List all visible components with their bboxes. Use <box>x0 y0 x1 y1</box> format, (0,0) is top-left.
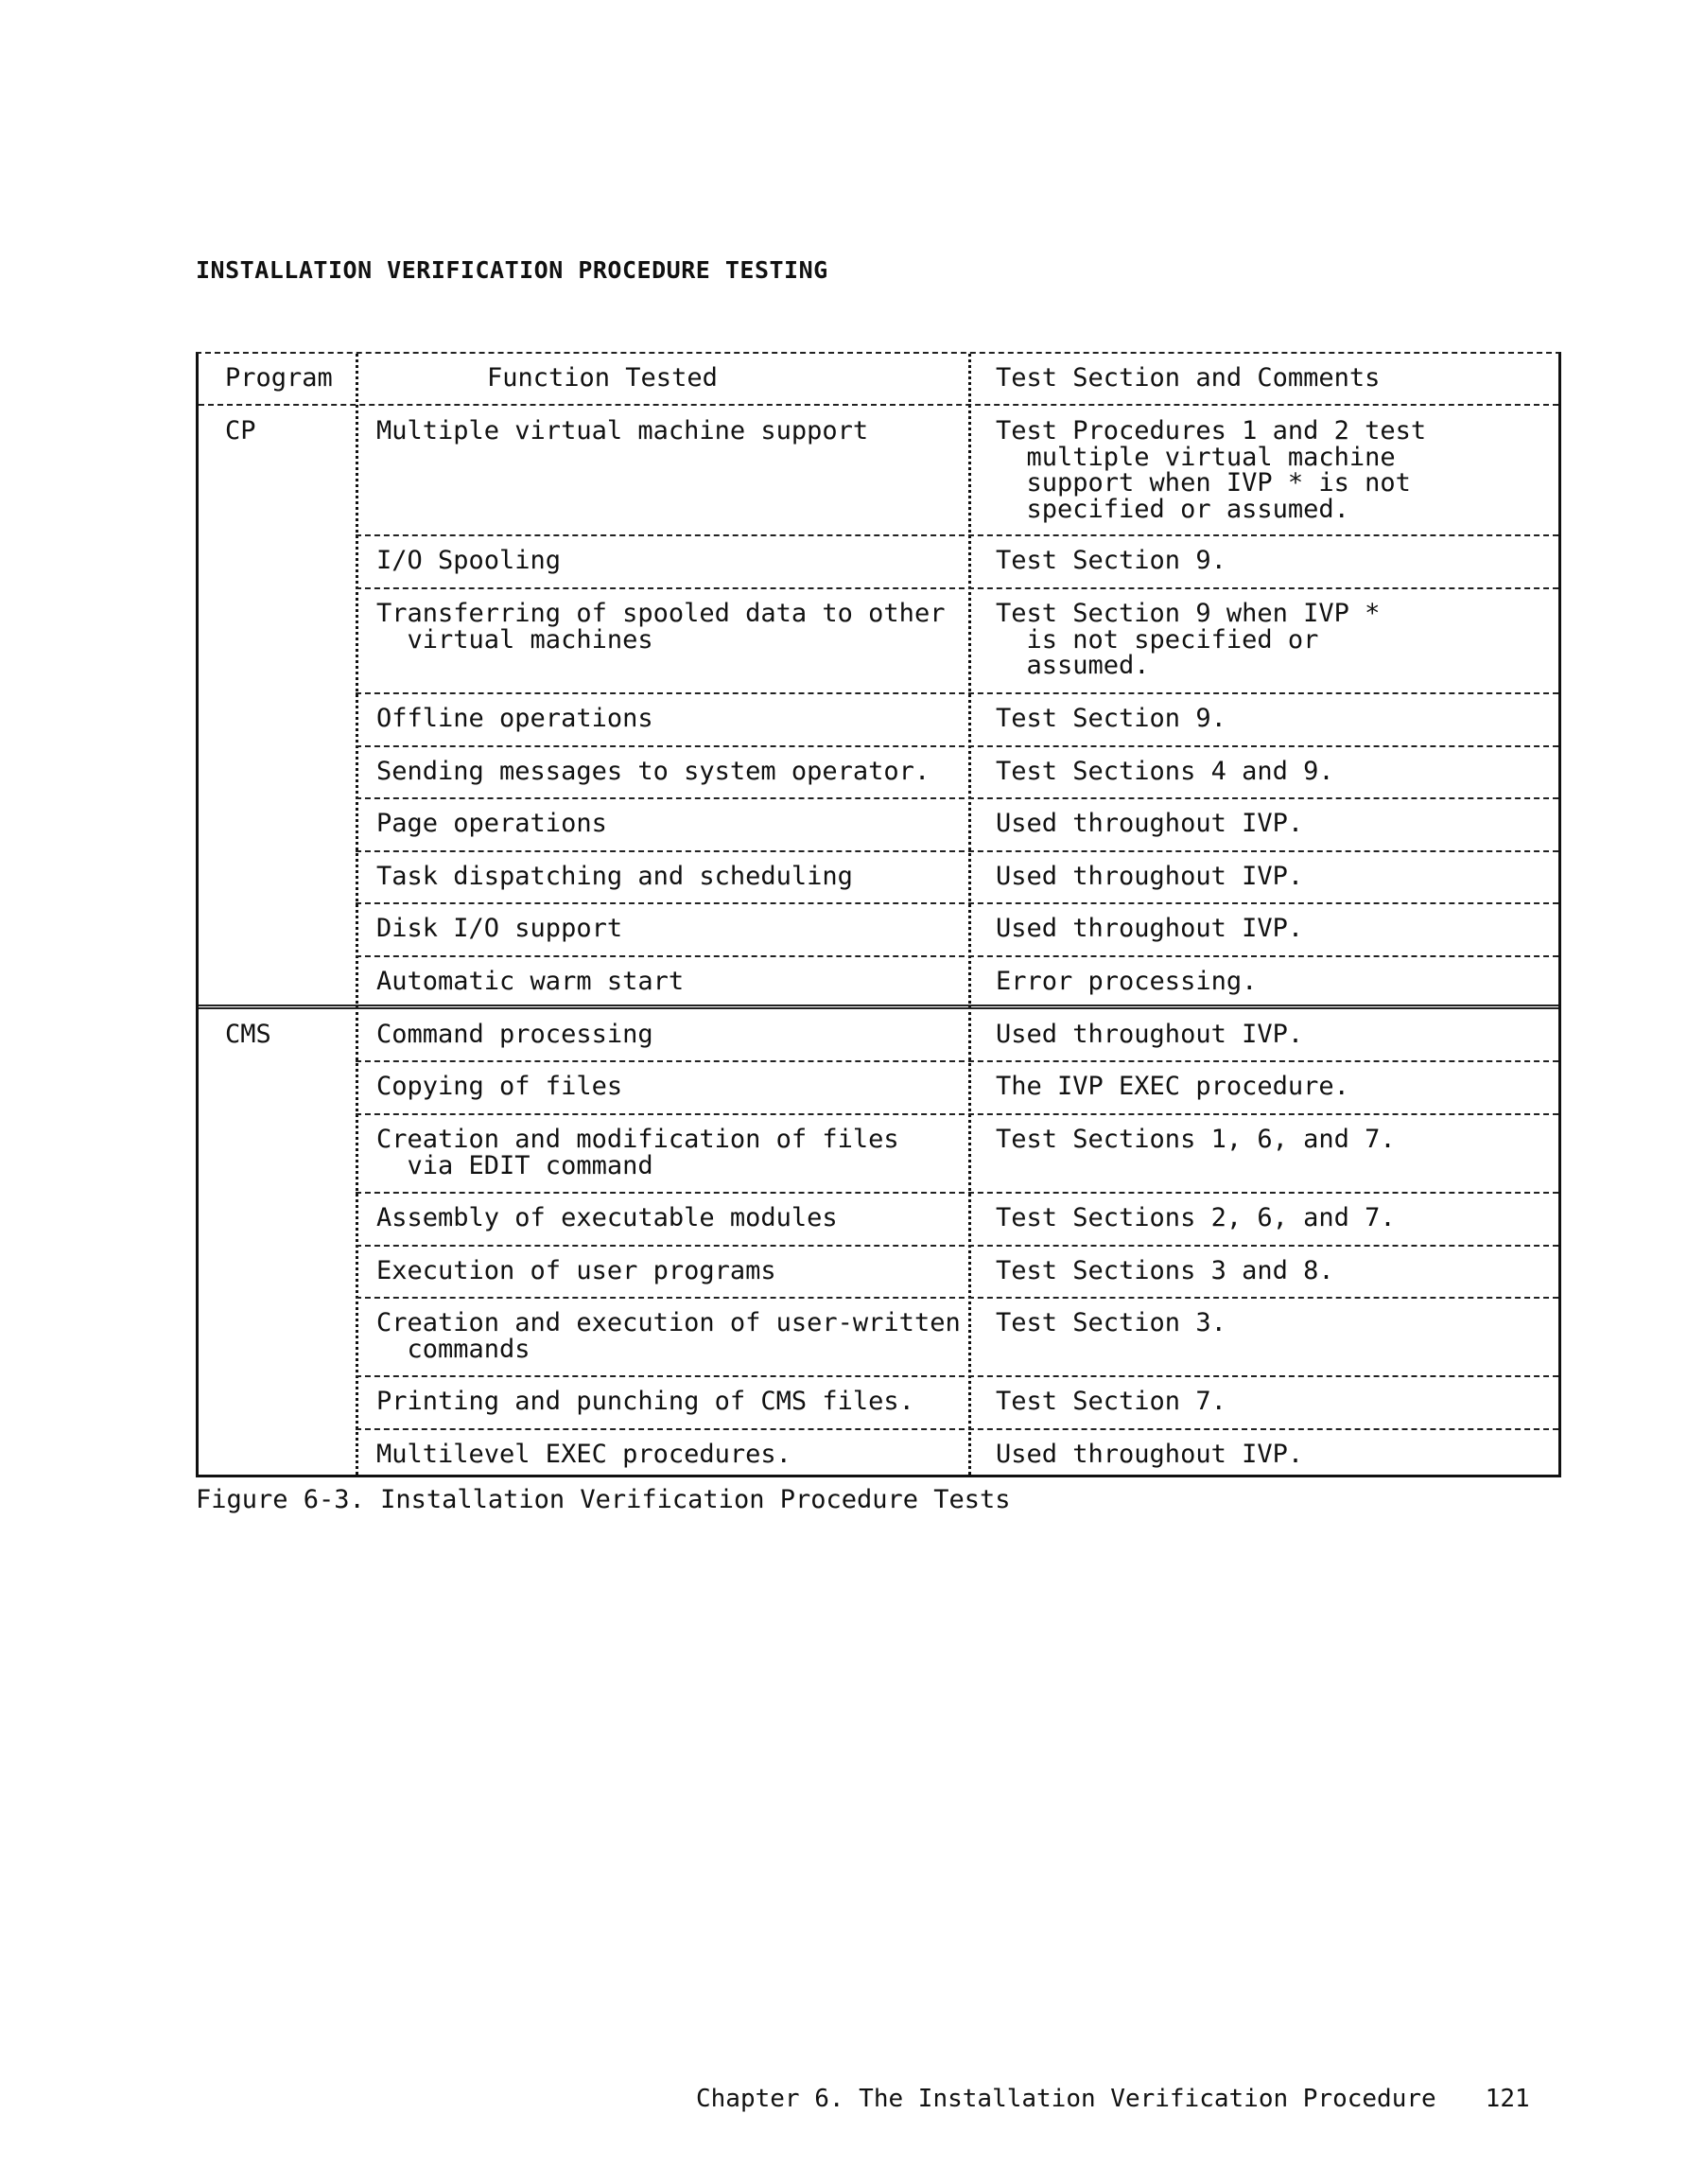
row-rule <box>356 1113 1558 1115</box>
comment-cell: Used throughout IVP. <box>996 1020 1304 1049</box>
comment-cell: Test Sections 4 and 9. <box>996 757 1334 786</box>
comment-cell: Test Sections 3 and 8. <box>996 1256 1334 1285</box>
comment-cell: Used throughout IVP. <box>996 1440 1304 1469</box>
comment-cell: Test Section 9 when IVP * is not specified or assumed. <box>996 599 1381 681</box>
section-separator <box>199 1005 1558 1009</box>
header-test-section-comments: Test Section and Comments <box>996 363 1381 393</box>
header-function-tested: Function Tested <box>487 363 718 393</box>
comment-cell: Error processing. <box>996 967 1258 996</box>
comment-cell: Test Section 9. <box>996 704 1226 733</box>
function-cell: Assembly of executable modules <box>376 1203 838 1232</box>
comment-cell: Test Sections 1, 6, and 7. <box>996 1125 1396 1154</box>
function-cell: I/O Spooling <box>376 546 562 575</box>
comment-cell: Used throughout IVP. <box>996 862 1304 891</box>
function-cell: Execution of user programs <box>376 1256 776 1285</box>
function-cell: Offline operations <box>376 704 653 733</box>
comment-cell: Used throughout IVP. <box>996 914 1304 943</box>
row-rule <box>356 1297 1558 1299</box>
comment-cell: Test Section 3. <box>996 1308 1226 1337</box>
comment-cell: Test Section 7. <box>996 1387 1226 1416</box>
figure-caption: Figure 6-3. Installation Verification Procedure Tests <box>196 1485 1011 1514</box>
row-rule <box>356 1245 1558 1247</box>
row-rule <box>356 1428 1558 1430</box>
row-rule <box>356 797 1558 799</box>
function-cell: Command processing <box>376 1020 653 1049</box>
function-cell: Transferring of spooled data to other virtual machines <box>376 599 946 655</box>
function-cell: Creation and modification of files via EDIT command <box>376 1125 899 1180</box>
function-cell: Disk I/O support <box>376 914 623 943</box>
comment-cell: Used throughout IVP. <box>996 809 1304 838</box>
function-cell: Printing and punching of CMS files. <box>376 1387 914 1416</box>
row-rule <box>356 587 1558 589</box>
function-cell: Task dispatching and scheduling <box>376 862 853 891</box>
comment-cell: The IVP EXEC procedure. <box>996 1072 1349 1101</box>
row-rule <box>356 692 1558 694</box>
function-cell: Automatic warm start <box>376 967 685 996</box>
function-cell: Copying of files <box>376 1072 623 1101</box>
row-rule <box>356 1060 1558 1062</box>
function-cell: Creation and execution of user-written commands <box>376 1308 961 1364</box>
row-rule <box>356 850 1558 852</box>
function-cell: Multiple virtual machine support <box>376 416 869 446</box>
comment-cell: Test Section 9. <box>996 546 1226 575</box>
row-rule <box>356 1192 1558 1194</box>
program-column-divider <box>356 354 358 1475</box>
function-cell: Page operations <box>376 809 607 838</box>
row-rule <box>356 534 1558 536</box>
program-cp: CP <box>225 416 256 446</box>
program-cms: CMS <box>225 1020 271 1049</box>
row-rule <box>356 745 1558 747</box>
ivp-tests-table <box>196 352 1561 1477</box>
comment-cell: Test Procedures 1 and 2 test multiple virtual machine support when IVP * is not specified or assumed. <box>996 416 1427 525</box>
function-cell: Sending messages to system operator. <box>376 757 930 786</box>
page-footer <box>696 2085 1530 2113</box>
row-rule <box>356 1375 1558 1377</box>
page-header: INSTALLATION VERIFICATION PROCEDURE TESTING <box>196 256 828 284</box>
header-rule <box>199 404 1558 406</box>
row-rule <box>356 955 1558 957</box>
header-program: Program <box>225 363 333 393</box>
function-cell: Multilevel EXEC procedures. <box>376 1440 791 1469</box>
chapter-title: Chapter 6. The Installation Verification Procedure <box>696 2085 1436 2113</box>
comment-cell: Test Sections 2, 6, and 7. <box>996 1203 1396 1232</box>
comment-column-divider <box>968 354 971 1475</box>
page-number: 121 <box>1485 2085 1530 2113</box>
row-rule <box>356 902 1558 904</box>
